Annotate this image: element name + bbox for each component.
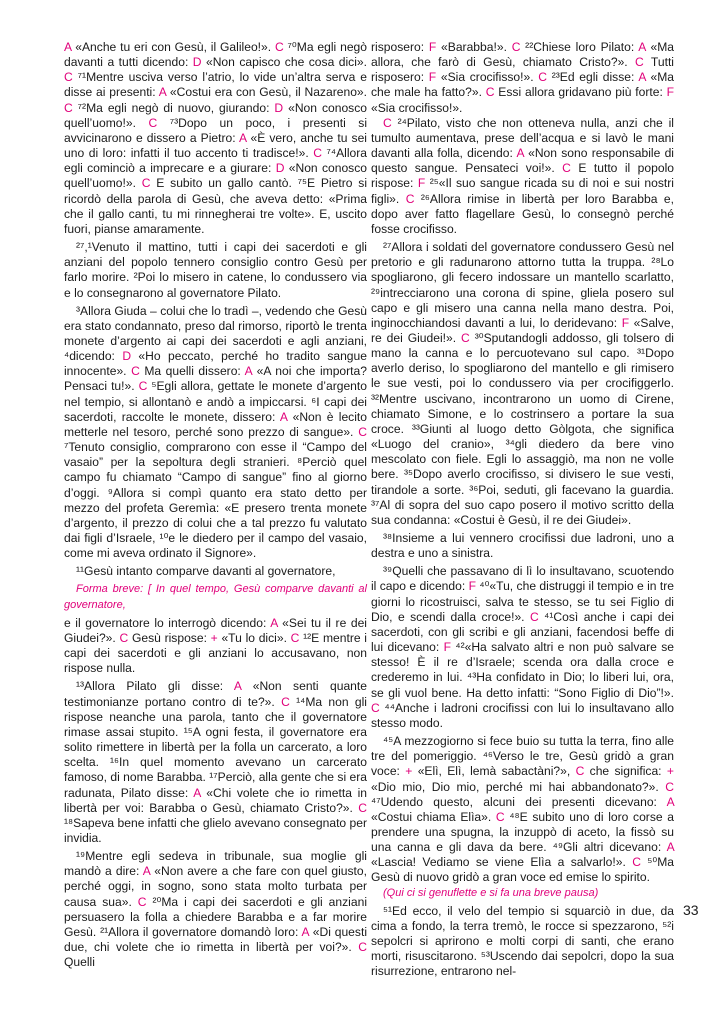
speaker-marker: C: [131, 364, 140, 379]
speaker-marker: C: [665, 779, 674, 794]
speaker-marker: C: [119, 630, 129, 645]
paragraph-r6: ⁴⁵A mezzogiorno si fece buio su tutta la terra, fino alle tre del pomeriggio. ⁴⁶Verso le tre, Gesù gridò a gran voce: + «Elì, Elì, lemà sabactàni?», C che significa: + «Dio mio, Dio mio, perché mi hai abbandonato?». C ⁴⁷Udendo questo, alcuni dei presenti dicevano: A «Costui chiama Elìa». C ⁴⁸E subito uno di loro corse a prendere una spugna, la inzuppò di aceto, la fissò su una canna e gli dava da bere. ⁴⁹Gli altri dicevano: A «Lascia! Vediamo se viene Elìa a salvarlo!». C ⁵⁰Ma Gesù di nuovo gridò a gran voce ed emise lo spirito.: [371, 734, 675, 885]
paragraph-r1: risposero: F «Barabba!». C ²²Chiese loro Pilato: A «Ma allora, che farò di Gesù, chiamato Cristo?». C Tutti risposero: F «Sia crocifisso!». C ²³Ed egli disse: A «Ma che male ha fatto?». C Essi allora gridavano più forte: F «Sia crocifisso!».: [371, 40, 675, 115]
speaker-marker: C: [137, 894, 147, 909]
left-column: [64, 40, 367, 970]
speaker-marker: C: [141, 176, 151, 191]
speaker-marker: C: [562, 161, 571, 176]
speaker-marker: A: [666, 794, 674, 809]
speaker-marker: C: [511, 40, 521, 54]
speaker-marker: A: [142, 864, 151, 879]
rubric-genuflect: (Qui ci si genuflette e si fa una breve pausa): [383, 886, 599, 899]
speaker-marker: C: [495, 809, 505, 824]
paragraph-r3: ²⁷Allora i soldati del governatore condussero Gesù nel pretorio e gli radunarono attorno tutta la truppa. ²⁸Lo spogliarono, gli fecero indossare un mantello scarlatto, ²⁹intrecciarono una corona di spine, gliela posero sul capo e gli misero una canna nella mano destra. Poi, inginocchiandosi davanti a lui, lo deridevano: F «Salve, re dei Giudei!». C ³⁰Sputandogli addosso, gli tolsero di mano la canna e lo percuotevano sul capo. ³¹Dopo averlo deriso, lo spogliarono del mantello e gli rimisero le sue vesti, poi lo condussero via per crocifiggerlo. ³²Mentre uscivano, incontrarono un uomo di Cirene, chiamato Simone, e lo costrinsero a portare la sua croce. ³³Giunti al luogo detto Gòlgota, che significa «Luogo del cranio», ³⁴gli diedero da bere vino mescolato con fiele. Egli lo assaggiò, ma non ne volle bere. ³⁵Dopo averlo crocifisso, si divisero le sue vesti, tirandole a sorte. ³⁶Poi, seduti, gli facevano la guardia. ³⁷Al di sopra del suo capo posero il motivo scritto della sua condanna: «Costui è Gesù, il re dei Giudei».: [371, 240, 674, 527]
speaker-marker: C: [371, 700, 380, 715]
paragraph-l8: ¹⁹Mentre egli sedeva in tribunale, sua moglie gli mandò a dire: A «Non avere a che fare con quel giusto, perché oggi, in sogno, sono stata molto turbata per causa sua». C ²⁰Ma i capi dei sacerdoti e gli anziani persuasero la folla a chiedere Barabba e a far morire Gesù. ²¹Allora il governatore domandò loro: A «Di questi due, chi volete che io rimetta in libertà per voi?». C Quelli: [64, 849, 368, 970]
paragraph-l1: A «Anche tu eri con Gesù, il Galileo!». C ⁷⁰Ma egli negò davanti a tutti dicendo: D «Non capisco che cosa dici». C ⁷¹Mentre usciva verso l’atrio, lo vide un’altra serva e disse ai presenti: A «Costui era con Gesù, il Nazareno». C ⁷²Ma egli negò di nuovo, giurando: D «Non conosco quell’uomo!». C ⁷³Dopo un poco, i presenti si avvicinarono e dissero a Pietro: A «È vero, anche tu sei uno di loro: infatti il tuo accento ti tradisce!». C ⁷⁴Allora egli cominciò a imprecare e a giurare: D «Non conosco quell’uomo!». C E subito un gallo cantò. ⁷⁵E Pietro si ricordò della parola di Gesù, che aveva detto: «Prima che il gallo canti, tu mi rinnegherai tre volte». E, uscito fuori, pianse amaramente.: [64, 40, 368, 236]
paragraph-r8: ⁵¹Ed ecco, il velo del tempio si squarciò in due, da cima a fondo, la terra tremò, le rocce si spezzarono, ⁵²i sepolcri si aprirono e molti corpi di santi, che erano morti, risuscitarono. ⁵³Uscendo dai sepolcri, dopo la sua risurrezione, entrarono nel-: [371, 903, 674, 979]
paragraph-r4: ³⁸Insieme a lui vennero crocifissi due ladroni, uno a destra e uno a sinistra.: [371, 531, 674, 561]
speaker-marker: A: [193, 785, 201, 800]
speaker-marker: F: [468, 579, 476, 594]
speaker-marker: C: [64, 70, 73, 85]
speaker-marker: A: [158, 85, 167, 100]
paragraph-l4: ¹¹Gesù intanto comparve davanti al governatore,: [76, 564, 336, 579]
speaker-marker: F: [428, 40, 437, 54]
speaker-marker: C: [358, 800, 367, 815]
speaker-marker: D: [122, 349, 132, 364]
speaker-marker: F: [621, 315, 630, 330]
page-number: 33: [683, 902, 699, 918]
speaker-marker: A: [270, 615, 278, 630]
speaker-marker: C: [405, 191, 415, 206]
speaker-marker: +: [405, 764, 413, 779]
paragraph-l7: ¹³Allora Pilato gli disse: A «Non senti quante testimonianze portano contro di te?». C ¹⁴Ma non gli rispose neanche una parola, tanto che il governatore rimase assai stupito. ¹⁵A ogni festa, il governatore era solito rimettere in libertà per la folla un carcerato, a loro scelta. ¹⁶In quel momento avevano un carcerato famoso, di nome Barabba. ¹⁷Perciò, alla gente che si era radunata, Pilato disse: A «Chi volete che io rimetta in libertà per voi: Barabba o Gesù, chiamato Cristo?». C ¹⁸Sapeva bene infatti che glielo avevano consegnato per invidia.: [64, 679, 367, 845]
speaker-marker: F: [428, 70, 437, 85]
speaker-marker: C: [274, 40, 284, 54]
paragraph-l3: ³Allora Giuda – colui che lo tradì –, vedendo che Gesù era stato condannato, preso dal rimorso, riportò le trenta monete d’argento ai capi dei sacerdoti e agli anziani, ⁴dicendo: D «Ho peccato, perché ho tradito sangue innocente». C Ma quelli dissero: A «A noi che importa? Pensaci tu!». C ⁵Egli allora, gettate le monete d’argento nel tempio, si allontanò e andò a impiccarsi. ⁶I capi dei sacerdoti, raccolte le monete, dissero: A «Non è lecito metterle nel tesoro, perché sono prezzo di sangue». C ⁷Tenuto consiglio, comprarono con esse il “Campo del vasaio” per la sepoltura degli stranieri. ⁸Perciò quel campo fu chiamato “Campo di sangue” fino al giorno d’oggi. ⁹Allora si compì quanto era stato detto per mezzo del profeta Geremìa: «E presero trenta monete d’argento, il prezzo di colui che a tal prezzo fu valutato dai figli d’Israele, ¹⁰e le diedero per il campo del vasaio, come mi aveva ordinato il Signore».: [64, 303, 368, 561]
speaker-marker: C: [358, 940, 367, 955]
speaker-marker: C: [461, 330, 470, 345]
speaker-marker: A: [516, 146, 524, 161]
speaker-marker: A: [244, 364, 253, 379]
right-column: [371, 40, 674, 980]
speaker-marker: C: [538, 70, 548, 85]
paragraph-l2: ²⁷,¹Venuto il mattino, tutti i capi dei sacerdoti e gli anziani del popolo tennero consiglio contro Gesù per farlo morire. ²Poi lo misero in catene, lo condussero via e lo consegnarono al governatore Pilato.: [64, 240, 367, 300]
speaker-marker: F: [666, 85, 675, 100]
speaker-marker: +: [666, 764, 674, 779]
speaker-marker: C: [290, 630, 300, 645]
speaker-marker: F: [417, 176, 426, 191]
speaker-marker: C: [138, 379, 148, 394]
speaker-marker: D: [275, 161, 285, 176]
speaker-marker: C: [632, 855, 641, 870]
speaker-marker: A: [638, 70, 646, 85]
speaker-marker: A: [239, 130, 247, 145]
speaker-marker: A: [638, 40, 646, 54]
speaker-marker: C: [575, 764, 585, 779]
speaker-marker: D: [192, 55, 202, 70]
speaker-marker: C: [485, 85, 495, 100]
speaker-marker: D: [274, 100, 284, 115]
speaker-marker: C: [529, 609, 539, 624]
speaker-marker: A: [279, 409, 288, 424]
paragraph-r5: ³⁹Quelli che passavano di lì lo insultavano, scuotendo il capo e dicendo: F ⁴⁰«Tu, che distruggi il tempio e in tre giorni lo ricostruisci, salva te stesso, se tu sei Figlio di Dio, e scendi dalla croce!». C ⁴¹Così anche i capi dei sacerdoti, con gli scribi e gli anziani, facendosi beffe di lui dicevano: F ⁴²«Ha salvato altri e non può salvare se stesso! È il re d’Israele; scenda ora dalla croce e crederemo in lui. ⁴³Ha confidato in Dio; lo liberi lui, ora, se gli vuol bene. Ha detto infatti: “Sono Figlio di Dio”!». C ⁴⁴Anche i ladroni crocifissi con lui lo insultavano allo stesso modo.: [371, 564, 674, 730]
speaker-marker: A: [233, 679, 242, 694]
speaker-marker: C: [148, 115, 158, 130]
speaker-marker: A: [666, 840, 674, 855]
speaker-marker: C: [64, 100, 73, 115]
speaker-marker: F: [443, 640, 451, 655]
speaker-marker: C: [313, 146, 322, 161]
paragraph-l6: e il governatore lo interrogò dicendo: A «Sei tu il re dei Giudei?». C Gesù rispose: + «Tu lo dici». C ¹²E mentre i capi dei sacerdoti e gli anziani lo accusavano, non rispose nulla.: [64, 615, 367, 676]
speaker-marker: C: [383, 115, 392, 130]
rubric-short-form: Forma breve: [ In quel tempo, Gesù comparve davanti al governatore,: [64, 583, 367, 611]
speaker-marker: C: [635, 55, 644, 70]
speaker-marker: C: [358, 424, 367, 439]
paragraph-r2: C ²⁴Pilato, visto che non otteneva nulla, anzi che il tumulto aumentava, prese dell’acqua e si lavò le mani davanti alla folla, dicendo: A «Non sono responsabile di questo sangue. Pensateci voi!». C E tutto il popolo rispose: F ²⁵«Il suo sangue ricada su di noi e sui nostri figli». C ²⁶Allora rimise in libertà per loro Barabba e, dopo aver fatto flagellare Gesù, lo consegnò perché fosse crocifisso.: [371, 115, 674, 236]
speaker-marker: +: [210, 630, 218, 645]
speaker-marker: C: [281, 694, 290, 709]
speaker-marker: A: [64, 40, 72, 54]
speaker-marker: A: [301, 924, 309, 939]
